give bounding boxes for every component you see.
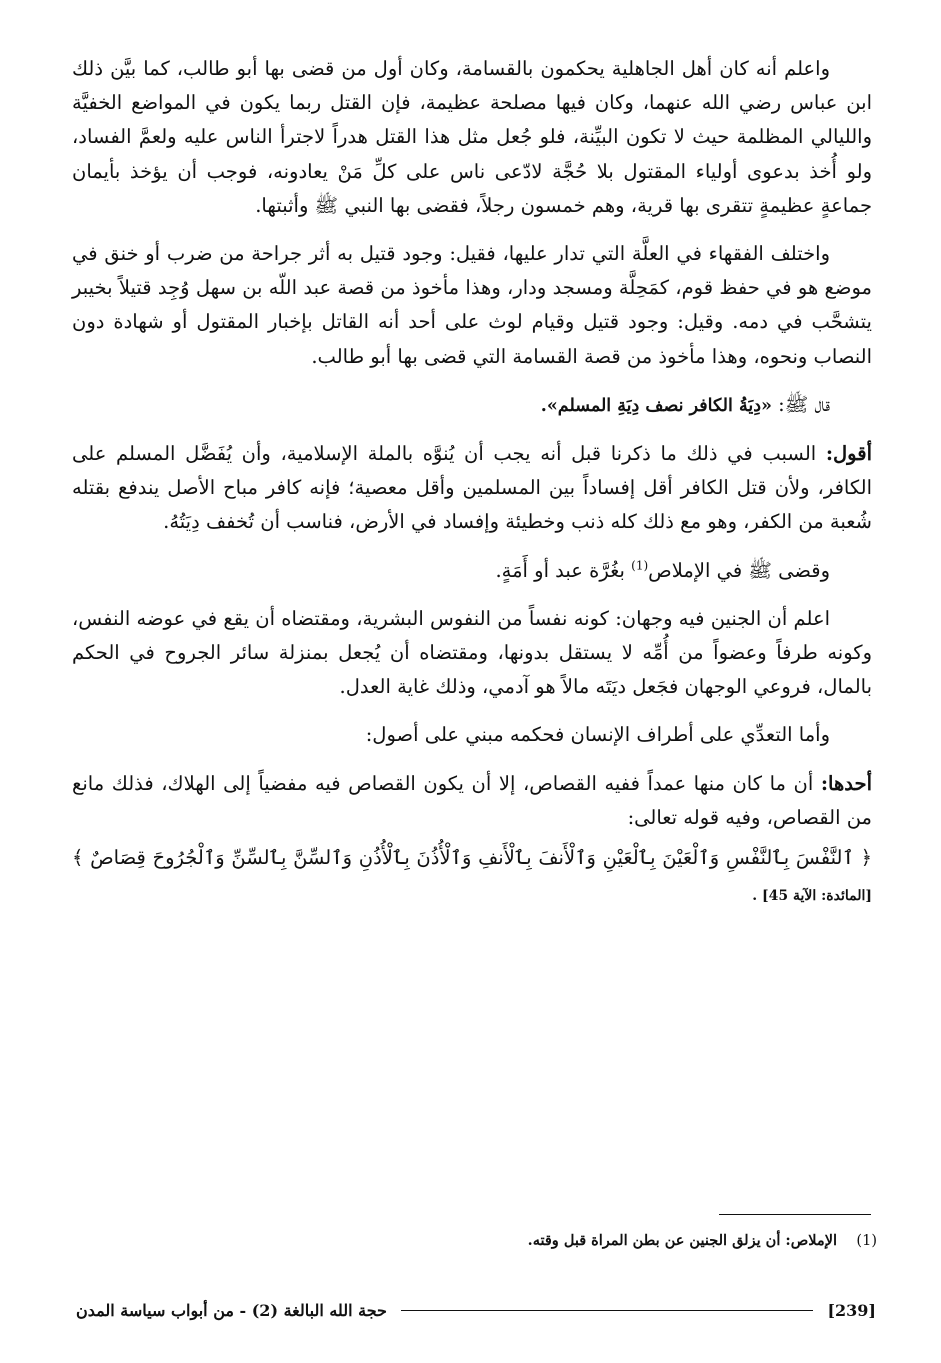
paragraph-text: اعلم أن الجنين فيه وجهان: كونه نفساً من النفوس البشرية، ومقتضاه أن يقع في عوضه النفس، وكونه طرفاً وعضواً من أُمِّه لا يستقل بدونها، ومقتضاه أن يُجعل بمنزلة سائر الجروح في الحكم بالمال، فروعي الوجهان فجَعل ديَتَه مالاً هو آدمي، وذلك غاية العدل. [72, 606, 872, 699]
footnote-divider [719, 1214, 871, 1215]
quran-verse [72, 841, 872, 913]
paragraph-text: السبب في ذلك ما ذكرنا قبل أنه يجب أن يُنوَّه بالملة الإسلامية، وأن يُفَضَّل المسلم على الكافر، ولأن قتل الكافر أقل إفساداً بين المسلمين وأقل معصية؛ فإنه كافر مباح الأصل يندفع بقتله شُعبة من الكفر، وهو مع ذلك كله ذنب وخطيئة وإفساد في الأرض، فناسب أن تُخفف دِيَتُهُ. [72, 442, 872, 534]
paragraph-aqul [72, 437, 872, 540]
atraf-line [72, 718, 872, 752]
hadith-line [72, 388, 872, 423]
book-title: حجة الله البالغة (2) - من أبواب سياسة المدن [76, 1300, 387, 1320]
paragraph-janin [72, 602, 872, 705]
paragraph-text: أن ما كان منها عمداً ففيه القصاص، إلا أن يكون القصاص فيه مفضياً إلى الهلاك، فذلك مانع من القصاص، وفيه قوله تعالى: [72, 771, 872, 829]
page-body [72, 52, 872, 913]
paragraph-text: واختلف الفقهاء في العلَّة التي تدار عليها، فقيل: وجود قتيل به أثر جراحة من ضرب أو خنق في موضع هو في حفظ قوم، كمَحِلَّة ومسجد ودار، وهذا مأخوذ من قصة عبد اللّه بن سهل وُجِد قتيلاً بخيبر يتشحَّب في دمه. وقيل: وجود قتيل وقيام لوث على أحد أنه القاتل بإخبار المقتول أو شهادة دون النصاب ونحوه، وهذا مأخوذ من قصة القسامة التي قضى بها أبو طالب. [72, 242, 872, 368]
imlas-line [72, 554, 872, 588]
page-number: [239] [827, 1300, 876, 1320]
paragraph-lead: أحدها: [820, 771, 872, 795]
footnote [67, 1232, 877, 1249]
page-footer [76, 1297, 876, 1323]
footnote-text: الإملاص: أن يزلق الجنين عن بطن المراة قبل وقته. [527, 1232, 837, 1249]
paragraph-jurists-disagreement [72, 237, 872, 374]
paragraph-qasama-origin [72, 52, 872, 223]
hadith-text: «دِيَةُ الكافر نصف دِيَةِ المسلم». [540, 395, 772, 416]
paragraph-text: وأما التعدِّي على أطراف الإنسان فحكمه مبني على أصول: [365, 723, 830, 747]
paragraph-ahaduha [72, 767, 872, 835]
quran-reference: [المائدة: الآية 45] . [752, 888, 872, 905]
paragraph-text: واعلم أنه كان أهل الجاهلية يحكمون بالقسامة، وكان أول من قضى بها أبو طالب، كما بيَّن ذلك ابن عباس رضي الله عنهما، وكان فيها مصلحة عظيمة، فإن القتل ربما يكون في المواضع الخفيَّة والليالي المظلمة حيث لا تكون البيِّنة، فلو جُعل مثل هذا القتل هدراً لاجترأ الناس عليه ولعمَّ الفساد، ولو أُخذ بدعوى أولياء المقتول بلا حُجَّة لادّعى ناس على كلِّ مَنْ يعادونه، فوجب أن يؤخذ بأيمان جماعةٍ عظيمةٍ تتقرى بها قرية، وهم خمسون رجلاً، فقضى بها النبي ﷺ وأثبتها. [72, 57, 872, 217]
paragraph-lead: أقول: [825, 442, 872, 466]
imlas-before: وقضى ﷺ في الإملاص [648, 558, 830, 582]
footer-divider [401, 1310, 814, 1311]
footnote-number: (1) [856, 1233, 877, 1249]
footnote-marker: (1) [631, 558, 649, 573]
hadith-prefix: قال ﷺ: [771, 392, 830, 416]
quran-verse-text: ﴿ ٱلنَّفْسَ بِٱلنَّفْسِ وَٱلْعَيْنَ بِٱلْعَيْنِ وَٱلْأَنفَ بِٱلْأَنفِ وَٱلْأُذُنَ بِٱلْأُذُنِ وَٱلسِّنَّ بِٱلسِّنِّ وَٱلْجُرُوحَ قِصَاصٌ ﴾ [72, 846, 872, 870]
imlas-after: بغُرَّة عبد أو أَمَةٍ. [495, 558, 632, 582]
